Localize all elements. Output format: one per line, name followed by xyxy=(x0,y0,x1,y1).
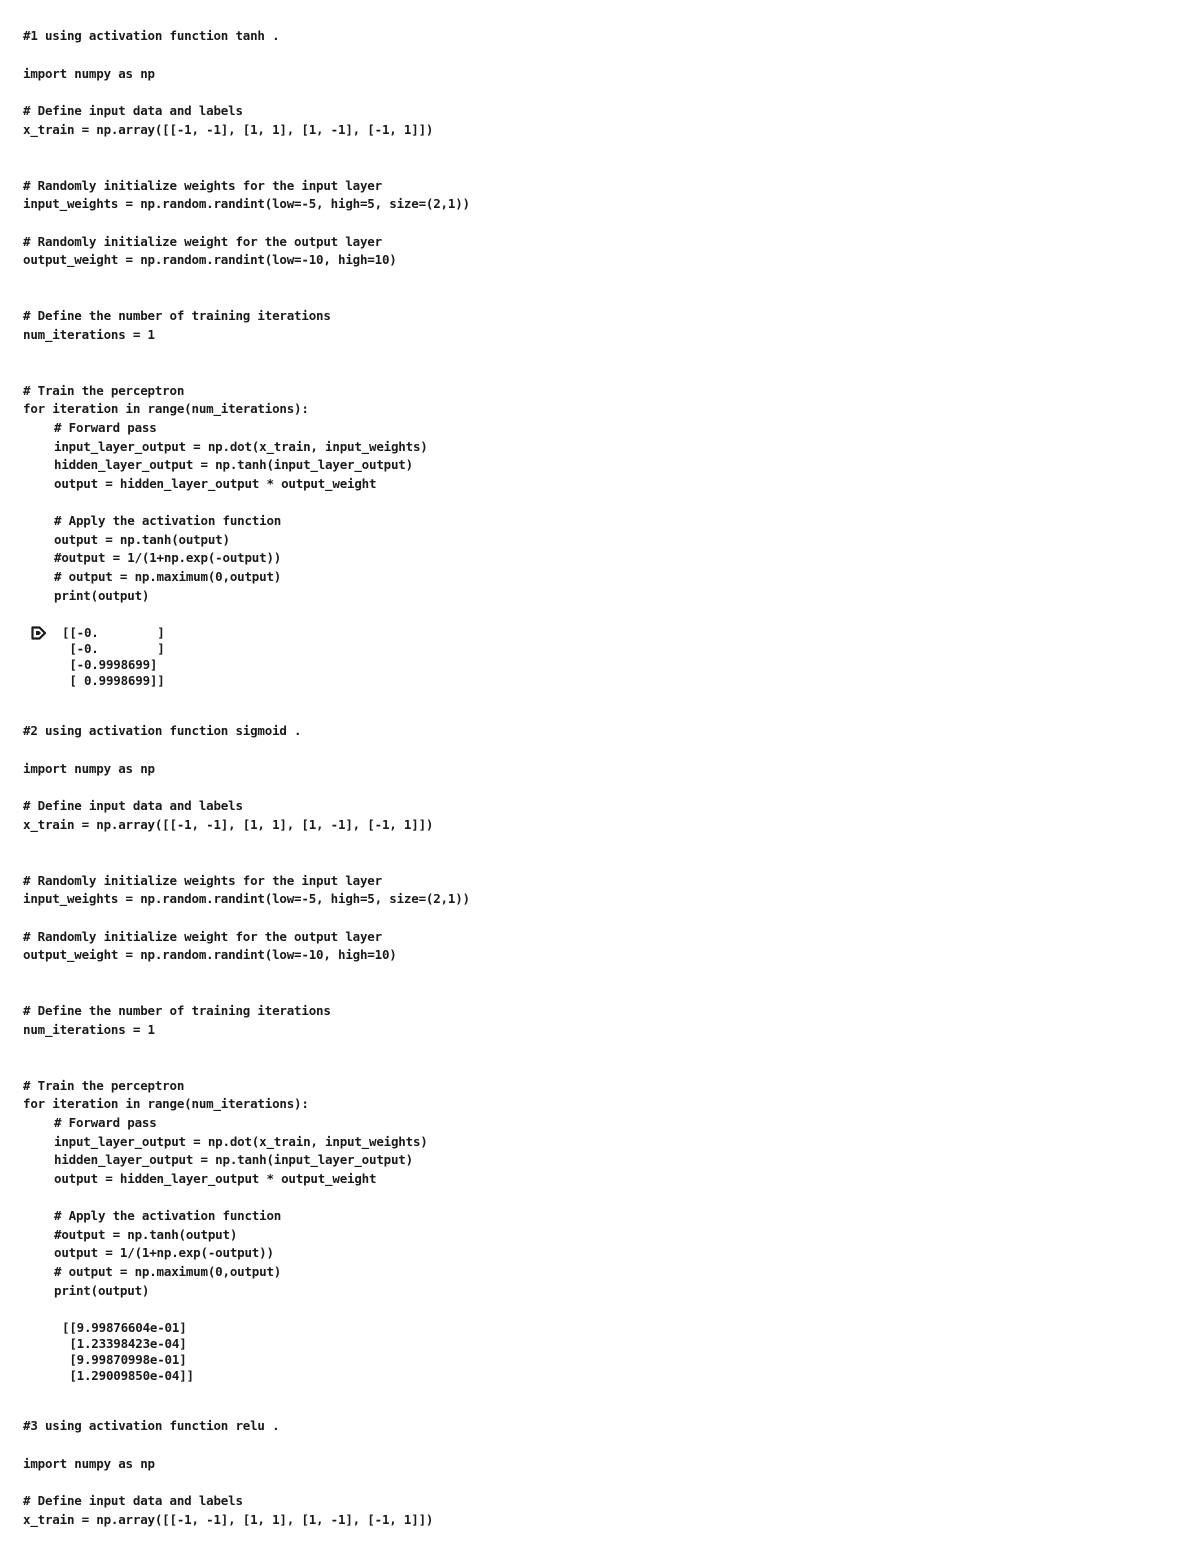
output-line: [[9.99876604e-01] xyxy=(62,1320,187,1335)
code-line-output-mul: output = hidden_layer_output * output_weight xyxy=(54,1171,377,1186)
code-line-import: import numpy as np xyxy=(23,1456,155,1471)
code-line-activation: output = 1/(1+np.exp(-output)) xyxy=(54,1245,274,1260)
code-line-activation: # output = np.maximum(0,output) xyxy=(54,1264,282,1279)
code-line-input-weights: input_weights = np.random.randint(low=-5, high=5, size=(2,1)) xyxy=(23,891,470,906)
code-line-output-mul: output = hidden_layer_output * output_weight xyxy=(54,476,377,491)
code-comment: # Forward pass xyxy=(54,420,157,435)
code-line-print: print(output) xyxy=(54,1283,150,1298)
code-line-print: print(output) xyxy=(54,588,150,603)
code-line-input-layer-output: input_layer_output = np.dot(x_train, input_weights) xyxy=(54,439,428,454)
code-comment: # Randomly initialize weight for the output layer xyxy=(23,929,382,944)
code-line-num-iterations: num_iterations = 1 xyxy=(23,327,155,342)
code-comment: # Randomly initialize weights for the input layer xyxy=(23,178,382,193)
output-icon xyxy=(31,626,47,640)
code-line-hidden-layer-output: hidden_layer_output = np.tanh(input_layer_output) xyxy=(54,1152,413,1167)
code-comment: # Randomly initialize weight for the output layer xyxy=(23,234,382,249)
code-comment: # Forward pass xyxy=(54,1115,157,1130)
code-comment: # Randomly initialize weights for the input layer xyxy=(23,873,382,888)
output-line: [1.23398423e-04] xyxy=(62,1336,187,1351)
code-comment: # Train the perceptron xyxy=(23,1078,185,1093)
code-line-x-train: x_train = np.array([[-1, -1], [1, 1], [1, -1], [-1, 1]]) xyxy=(23,122,434,137)
code-comment: # Define input data and labels xyxy=(23,1493,243,1508)
code-line-activation: # output = np.maximum(0,output) xyxy=(54,569,282,584)
code-line-activation: output = np.tanh(output) xyxy=(54,532,230,547)
code-comment: # Define the number of training iterations xyxy=(23,1003,331,1018)
code-line-x-train: x_train = np.array([[-1, -1], [1, 1], [1, -1], [-1, 1]]) xyxy=(23,1512,434,1527)
code-line-activation: #output = 1/(1+np.exp(-output)) xyxy=(54,550,282,565)
code-line-for-loop: for iteration in range(num_iterations): xyxy=(23,401,309,416)
code-comment: # Apply the activation function xyxy=(54,513,282,528)
code-line-for-loop: for iteration in range(num_iterations): xyxy=(23,1096,309,1111)
code-comment: # Train the perceptron xyxy=(23,383,185,398)
section-1-heading: #1 using activation function tanh . xyxy=(23,28,280,43)
section-2-heading: #2 using activation function sigmoid . xyxy=(23,723,302,738)
code-comment: # Define input data and labels xyxy=(23,103,243,118)
code-line-activation: #output = np.tanh(output) xyxy=(54,1227,238,1242)
code-line-x-train: x_train = np.array([[-1, -1], [1, 1], [1, -1], [-1, 1]]) xyxy=(23,817,434,832)
code-comment: # Define input data and labels xyxy=(23,798,243,813)
code-line-num-iterations: num_iterations = 1 xyxy=(23,1022,155,1037)
code-line-import: import numpy as np xyxy=(23,66,155,81)
code-comment: # Define the number of training iterations xyxy=(23,308,331,323)
code-comment: # Apply the activation function xyxy=(54,1208,282,1223)
output-line: [-0.9998699] xyxy=(62,657,158,672)
section-3-heading: #3 using activation function relu . xyxy=(23,1418,280,1433)
output-line: [[-0. ] xyxy=(62,625,165,640)
code-line-output-weight: output_weight = np.random.randint(low=-10, high=10) xyxy=(23,252,397,267)
code-line-input-weights: input_weights = np.random.randint(low=-5, high=5, size=(2,1)) xyxy=(23,196,470,211)
code-line-output-weight: output_weight = np.random.randint(low=-10, high=10) xyxy=(23,947,397,962)
output-line: [1.29009850e-04]] xyxy=(62,1368,194,1383)
code-line-import: import numpy as np xyxy=(23,761,155,776)
output-line: [9.99870998e-01] xyxy=(62,1352,187,1367)
output-line: [ 0.9998699]] xyxy=(62,673,165,688)
code-line-input-layer-output: input_layer_output = np.dot(x_train, input_weights) xyxy=(54,1134,428,1149)
output-line: [-0. ] xyxy=(62,641,165,656)
code-line-hidden-layer-output: hidden_layer_output = np.tanh(input_layer_output) xyxy=(54,457,413,472)
